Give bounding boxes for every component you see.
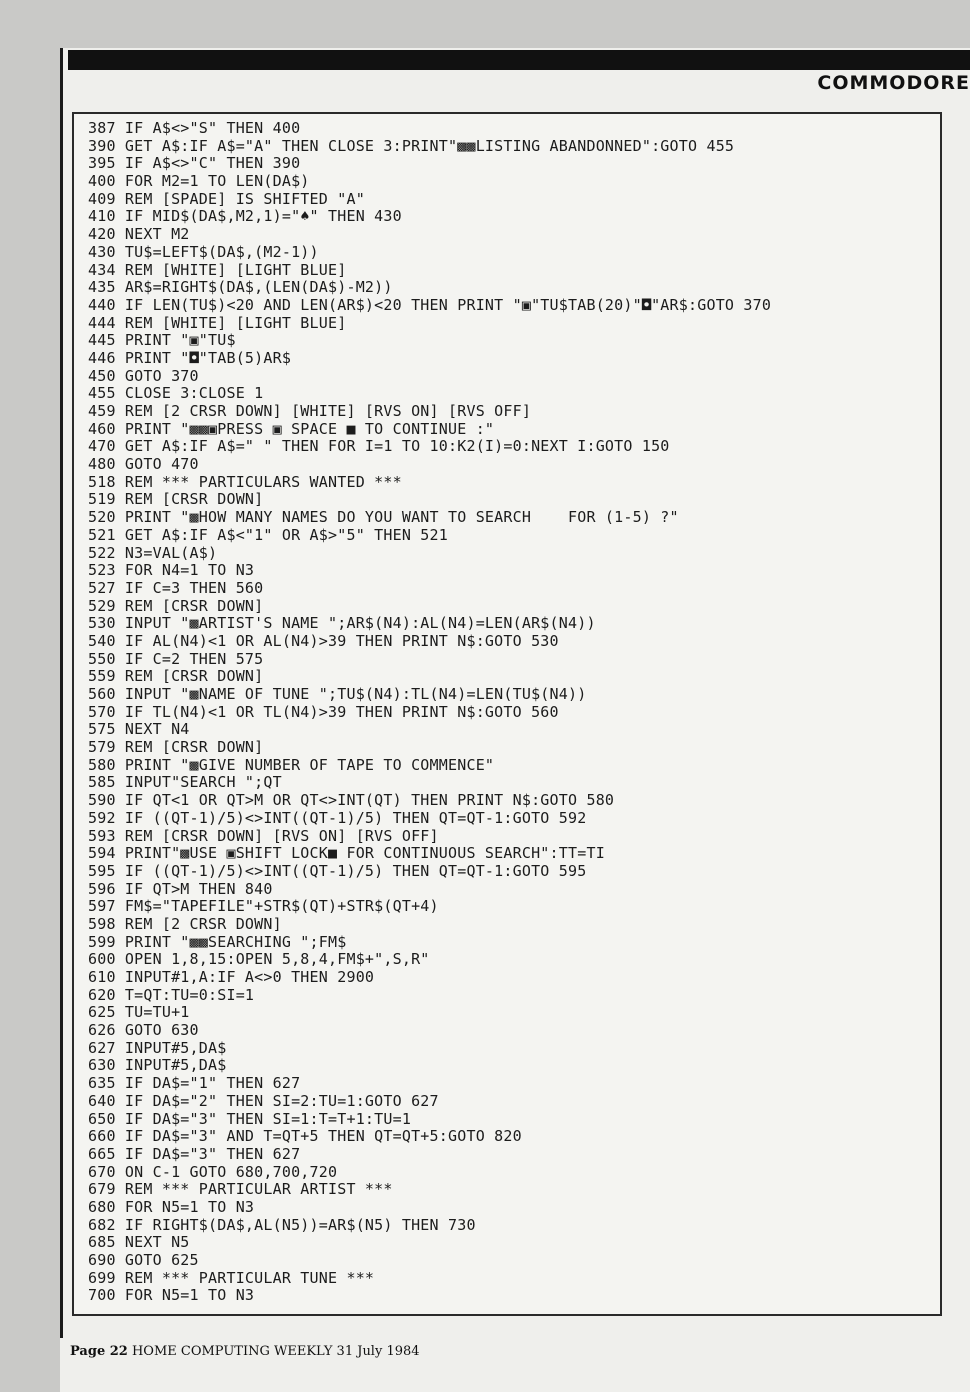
header-band (68, 50, 970, 70)
code-line: 559 REM [CRSR DOWN] (88, 667, 264, 686)
code-line: 627 INPUT#5,DA$ (88, 1038, 227, 1057)
section-brand: COMMODORE (817, 72, 970, 94)
code-line: 620 T=QT:TU=0:SI=1 (88, 985, 255, 1004)
code-line: 575 NEXT N4 (88, 720, 190, 739)
page-footer (70, 1344, 420, 1366)
code-line: 679 REM *** PARTICULAR ARTIST *** (88, 1180, 393, 1199)
code-line: 420 NEXT M2 (88, 225, 190, 244)
code-line: 599 PRINT "▩▩SEARCHING ";FM$ (88, 932, 347, 951)
program-listing (74, 120, 771, 1305)
code-line: 523 FOR N4=1 TO N3 (88, 561, 255, 580)
publication-line: HOME COMPUTING WEEKLY 31 July 1984 (131, 1344, 420, 1359)
code-line: 434 REM [WHITE] [LIGHT BLUE] (88, 260, 347, 279)
code-line: 445 PRINT "▣"TU$ (88, 331, 236, 350)
code-line: 446 PRINT "◘"TAB(5)AR$ (88, 348, 292, 367)
code-line: 470 GET A$:IF A$=" " THEN FOR I=1 TO 10:K2(I)=0:NEXT I:GOTO 150 (88, 437, 670, 456)
code-line: 590 IF QT<1 OR QT>M OR QT<>INT(QT) THEN PRINT N$:GOTO 580 (88, 791, 615, 810)
code-line: 450 GOTO 370 (88, 366, 199, 385)
code-line: 597 FM$="TAPEFILE"+STR$(QT)+STR$(QT+4) (88, 897, 439, 916)
program-listing-box (72, 112, 942, 1316)
code-line: 387 IF A$<>"S" THEN 400 (88, 119, 301, 137)
code-line: 560 INPUT "▩NAME OF TUNE ";TU$(N4):TL(N4)=LEN(TU$(N4)) (88, 685, 587, 703)
code-line: 625 TU=TU+1 (88, 1003, 190, 1022)
code-line: 579 REM [CRSR DOWN] (88, 738, 264, 757)
code-line: 630 INPUT#5,DA$ (88, 1056, 227, 1075)
code-line: 435 AR$=RIGHT$(DA$,(LEN(DA$)-M2)) (88, 278, 393, 297)
code-line: 390 GET A$:IF A$="A" THEN CLOSE 3:PRINT"▩▩LISTING ABANDONNED":GOTO 455 (88, 136, 735, 155)
code-line: 522 N3=VAL(A$) (88, 543, 218, 562)
code-line: 527 IF C=3 THEN 560 (88, 578, 264, 597)
code-line: 670 ON C-1 GOTO 680,700,720 (88, 1162, 338, 1181)
code-line: 598 REM [2 CRSR DOWN] (88, 914, 282, 933)
code-line: 460 PRINT "▩▩▣PRESS ▣ SPACE ■ TO CONTINUE :" (88, 419, 495, 438)
code-line: 650 IF DA$="3" THEN SI=1:T=T+1:TU=1 (88, 1109, 412, 1128)
code-line: 570 IF TL(N4)<1 OR TL(N4)>39 THEN PRINT N$:GOTO 560 (88, 702, 559, 721)
left-column-rule (60, 48, 63, 1338)
code-line: 640 IF DA$="2" THEN SI=2:TU=1:GOTO 627 (88, 1091, 439, 1110)
code-line: 593 REM [CRSR DOWN] [RVS ON] [RVS OFF] (88, 826, 439, 845)
page-number: Page 22 (70, 1344, 128, 1359)
code-line: 395 IF A$<>"C" THEN 390 (88, 154, 301, 173)
code-line: 519 REM [CRSR DOWN] (88, 490, 264, 509)
code-line: 595 IF ((QT-1)/5)<>INT((QT-1)/5) THEN QT=QT-1:GOTO 595 (88, 861, 587, 880)
code-line: 520 PRINT "▩HOW MANY NAMES DO YOU WANT TO SEARCH FOR (1-5) ?" (88, 508, 679, 527)
code-line: 635 IF DA$="1" THEN 627 (88, 1074, 301, 1093)
code-line: 529 REM [CRSR DOWN] (88, 596, 264, 615)
code-line: 596 IF QT>M THEN 840 (88, 879, 273, 898)
code-line: 685 NEXT N5 (88, 1233, 190, 1252)
code-line: 660 IF DA$="3" AND T=QT+5 THEN QT=QT+5:GOTO 820 (88, 1127, 522, 1146)
code-line: 400 FOR M2=1 TO LEN(DA$) (88, 172, 310, 191)
code-line: 592 IF ((QT-1)/5)<>INT((QT-1)/5) THEN QT=QT-1:GOTO 592 (88, 808, 587, 827)
code-line: 600 OPEN 1,8,15:OPEN 5,8,4,FM$+",S,R" (88, 950, 430, 969)
code-line: 521 GET A$:IF A$<"1" OR A$>"5" THEN 521 (88, 525, 448, 544)
code-line: 626 GOTO 630 (88, 1021, 199, 1040)
code-line: 455 CLOSE 3:CLOSE 1 (88, 384, 264, 403)
code-line: 580 PRINT "▩GIVE NUMBER OF TAPE TO COMMENCE" (88, 755, 495, 774)
code-line: 480 GOTO 470 (88, 455, 199, 474)
code-line: 585 INPUT"SEARCH ";QT (88, 773, 282, 792)
code-line: 530 INPUT "▩ARTIST'S NAME ";AR$(N4):AL(N4)=LEN(AR$(N4)) (88, 614, 596, 633)
code-line: 699 REM *** PARTICULAR TUNE *** (88, 1268, 375, 1287)
code-line: 682 IF RIGHT$(DA$,AL(N5))=AR$(N5) THEN 730 (88, 1215, 476, 1234)
code-line: 430 TU$=LEFT$(DA$,(M2-1)) (88, 242, 319, 261)
code-line: 700 FOR N5=1 TO N3 (88, 1286, 255, 1305)
code-line: 540 IF AL(N4)<1 OR AL(N4)>39 THEN PRINT N$:GOTO 530 (88, 631, 559, 650)
code-line: 680 FOR N5=1 TO N3 (88, 1197, 255, 1216)
code-line: 440 IF LEN(TU$)<20 AND LEN(AR$)<20 THEN PRINT "▣"TU$TAB(20)"◘"AR$:GOTO 370 (88, 295, 772, 314)
code-line: 409 REM [SPADE] IS SHIFTED "A" (88, 189, 365, 208)
code-line: 690 GOTO 625 (88, 1251, 199, 1269)
code-line: 665 IF DA$="3" THEN 627 (88, 1144, 301, 1163)
code-line: 459 REM [2 CRSR DOWN] [WHITE] [RVS ON] [RVS OFF] (88, 402, 532, 420)
code-line: 594 PRINT"▩USE ▣SHIFT LOCK■ FOR CONTINUOUS SEARCH":TT=TI (88, 844, 605, 863)
code-line: 518 REM *** PARTICULARS WANTED *** (88, 472, 402, 491)
code-line: 444 REM [WHITE] [LIGHT BLUE] (88, 313, 347, 332)
code-line: 610 INPUT#1,A:IF A<>0 THEN 2900 (88, 968, 375, 986)
code-line: 550 IF C=2 THEN 575 (88, 649, 264, 668)
code-line: 410 IF MID$(DA$,M2,1)="♠" THEN 430 (88, 207, 402, 226)
